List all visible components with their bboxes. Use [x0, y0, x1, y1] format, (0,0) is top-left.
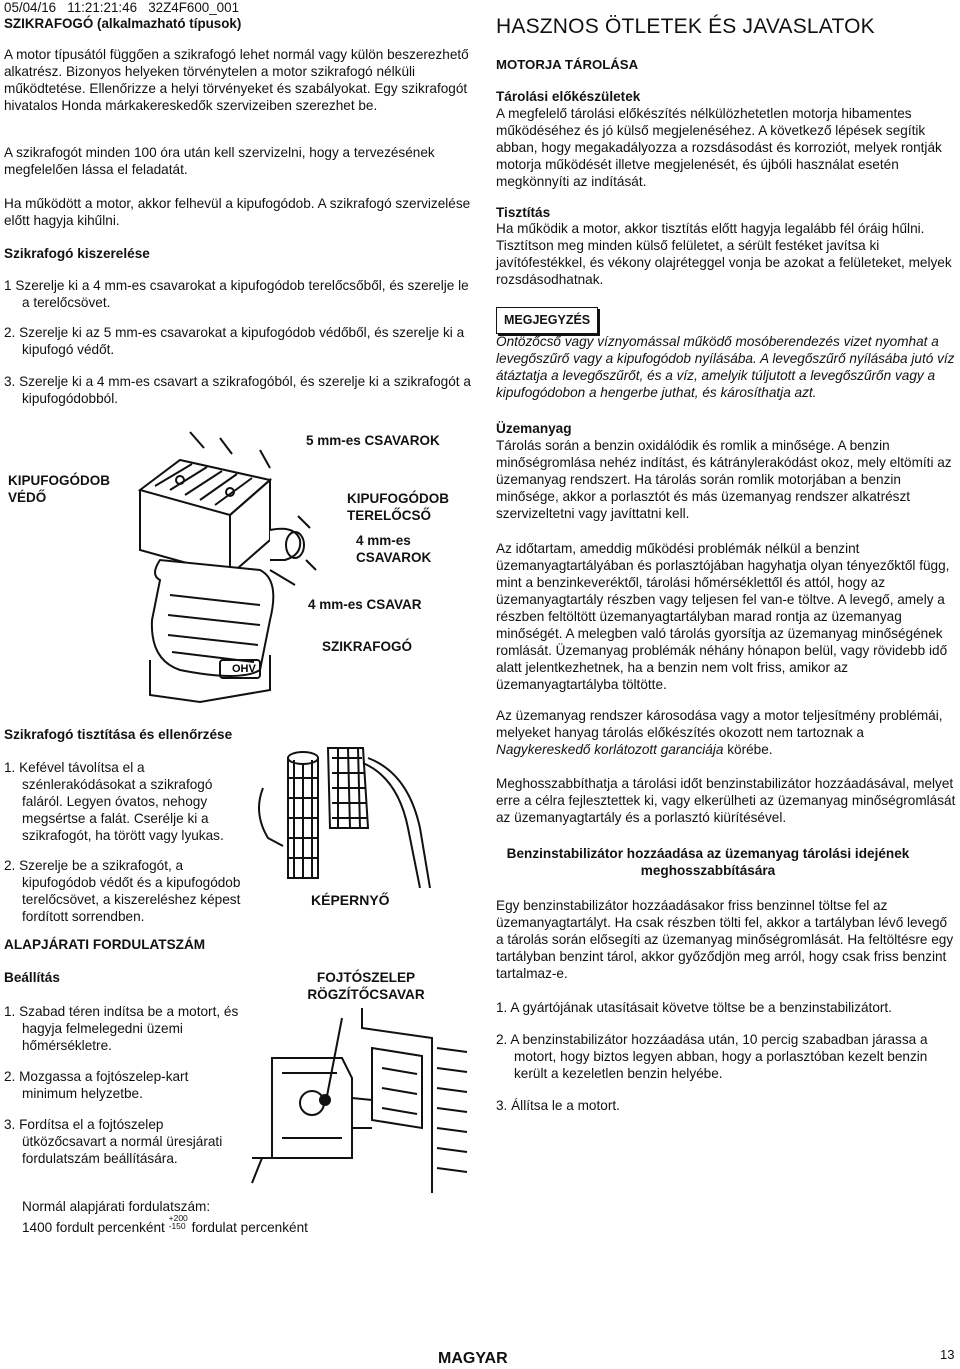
prep-paragraph: A megfelelő tárolási előkészítés nélkülözhetetlen motorja hibamentes működéséhez és jó külső megjelenéséhez. A következő lépések segítik abban, hogy megakadályozza a rozsdásodást és korroziót, melyek rontják motorja működését illetve megjelenését, és újbóli használat esetén megkönnyíti az indítását.	[496, 106, 942, 189]
page-number: 13	[940, 1347, 955, 1362]
print-header	[4, 0, 424, 32]
cleaning-step-1: 1. Kefével távolítsa el a szénlerakódásokat a szikrafogó faláról. Legyen óvatos, nehogy megsértse a falát. Cserélje ki a szikrafogót, ha törött vagy lyukas.	[4, 760, 224, 843]
removal-step-1: 1 Szerelje ki a 4 mm-es csavarokat a kipufogódob terelőcsőből, és szerelje le a terelőcsövet.	[4, 278, 469, 310]
label-spark-arrester: SZIKRAFOGÓ	[322, 639, 412, 654]
idle-speed-heading: ALAPJÁRATI FORDULATSZÁM	[4, 937, 206, 952]
warranty-text-b: körébe.	[723, 742, 773, 757]
service-paragraph: A szikrafogót minden 100 óra után kell szervizelni, hogy a tervezésének megfelelően lássa el feladatát.	[4, 145, 435, 177]
warranty-paragraph	[496, 707, 958, 758]
storage-heading: MOTORJA TÁROLÁSA	[496, 57, 639, 72]
removal-step-2: 2. Szerelje ki az 5 mm-es csavarokat a kipufogódob védőből, és szerelje ki a kipufogó védőt.	[4, 325, 465, 357]
footer-language: MAGYAR	[438, 1350, 508, 1367]
screen-brush-illustration	[258, 718, 433, 888]
idle-tolerance	[169, 1214, 188, 1230]
idle-tolerance-minus: -150	[168, 1221, 186, 1231]
normal-idle-unit: fordulat percenként	[191, 1220, 308, 1235]
label-throttle-stop-screw: FOJTÓSZELEP RÖGZÍTŐCSAVAR	[307, 970, 425, 1002]
engine-badge: OHV	[232, 663, 256, 675]
normal-idle-value: 1400 fordult percenként	[22, 1220, 165, 1235]
stabilizer-step-1: 1. A gyártójának utasításait követve töltse be a benzinstabilizátort.	[496, 1000, 892, 1015]
duration-paragraph: Az időtartam, ameddig működési problémák nélkül a benzint üzemanyagtartályában és porlasztójában hagyhatja olyan tényezőktől függ, mint a benzinkeveréktől, tárolási hőmérséklettől és attól, hogy az üzemanyagtartály részben vagy teljesen fel van-e töltve. A levegő, amely a részben feltöltött üzemanyagtartályban marad rontja az üzemanyag minőségét. A melegben való tárolás gyorsítja az üzemanyag minőségének romlását. Üzemanyag problémák néhány hónapon belül, vagy rövidebb idő alatt jelentkezhetnek, ha a benzin nem volt friss, amikor az üzemanyagtartályba töltötte.	[496, 541, 950, 692]
cleaning-storage-paragraph: Ha működik a motor, akkor tisztítás előtt hagyja legalább fél óráig hűlni. Tisztítson meg minden külső felületet, a sérült festéket javítsa ki javítófestékkel, és vékony olajréteggel vonja be azokat a felületeket, melyek rozsdásodhatnak.	[496, 221, 952, 287]
idle-step-2: 2. Mozgassa a fojtószelep-kart minimum helyzetbe.	[4, 1069, 189, 1101]
idle-tolerance-plus: +200	[168, 1213, 188, 1223]
removal-step-3: 3. Szerelje ki a 4 mm-es csavart a szikrafogóból, és szerelje ki a szikrafogót a kipufogódobból.	[4, 374, 471, 406]
note-badge: MEGJEGYZÉS	[496, 307, 598, 334]
idle-step-1: 1. Szabad téren indítsa be a motort, és hagyja felmelegedni üzemi hőmérsékletre.	[4, 1004, 239, 1053]
intro-paragraph: A motor típusától függően a szikrafogó lehet normál vagy külön beszerezhető alkatrész. Bizonyos helyeken törvénytelen a motor szikrafogó nélküli működtetése. Ellenőrizze a helyi törvényeket és szabályokat. Egy szikrafogót hivatalos Honda márkakereskedők szervizeiben szerezhet be.	[4, 47, 469, 113]
fuel-heading: Üzemanyag	[496, 421, 572, 436]
print-timestamp: 05/04/16 11:21:21:46 32Z4F600_001	[4, 0, 240, 15]
warranty-text-italic: Nagykereskedő korlátozott garanciája	[496, 742, 724, 757]
cleaning-heading: Szikrafogó tisztítása és ellenőrzése	[4, 727, 233, 742]
hot-warning-paragraph: Ha működött a motor, akkor felhevül a kipufogódob. A szikrafogó szervizelése előtt hagyja kihűlni.	[4, 196, 471, 228]
cleaning-storage-heading: Tisztítás	[496, 205, 551, 220]
note-paragraph: Öntözőcső vagy víznyomással működő mosóberendezés vizet nyomhat a levegőszűrő vagy a kipufogódob nyílásába. A levegőszűrő nyílásába jutó víz átáztatja a levegőszűrőt, és a víz, amelyik túljutott a levegőszűrőn vagy a kipufogódobon a hengerbe juthat, és károsíthatja azt.	[496, 334, 955, 400]
stabilizer-paragraph: Egy benzinstabilizátor hozzáadásakor friss benzinnel töltse fel az üzemanyagtartályt. Ha csak részben tölti fel, akkor a tartályban lévő levegő a tárolás során elősegíti az üzemanyag minőségromlását. Ha feltöltésre egy tartályban benzint tárol, akkor győződjön meg arról, hogy csak friss benzint tartalmaz-e.	[496, 898, 954, 981]
stabilizer-step-2: 2. A benzinstabilizátor hozzáadása után, 10 percig szabadban járassa a motort, hogy biztos legyen abban, hogy a porlasztóban kezelt benzin került a kezeletlen benzin helyébe.	[496, 1032, 928, 1081]
idle-step-3: 3. Fordítsa el a fojtószelep ütközőcsavart a normál üresjárati fordulatszám beállítására.	[4, 1117, 223, 1166]
cleaning-step-2: 2. Szerelje be a szikrafogót, a kipufogódob védőt és a kipufogódob terelőcsövet, a kiszereléshez képest fordított sorrendben.	[4, 858, 241, 924]
label-exhaust-deflector: KIPUFOGÓDOB TERELŐCSŐ	[347, 491, 450, 523]
normal-idle-line	[22, 1214, 352, 1236]
prep-heading: Tárolási előkészületek	[496, 89, 641, 104]
engine-exhaust-diagram	[120, 420, 320, 705]
normal-idle-label: Normál alapjárati fordulatszám:	[22, 1199, 211, 1214]
adjustment-heading: Beállítás	[4, 970, 60, 985]
extend-paragraph: Meghosszabbíthatja a tárolási időt benzinstabilizátor hozzáadásával, melyet erre a célra fejlesztettek ki, vagy elkerülheti az üzemanyag minőségromlását az üzemanyagtartály és a porlasztó kiürítésével.	[496, 776, 956, 825]
fuel-paragraph: Tárolás során a benzin oxidálódik és romlik a minősége. A benzin minőségromlása nehéz indítást, és kátránylerakódást okoz, mely eltömíti az üzemanyag rendszert. Ha tárolás során romlik motorjában a benzin minősége, akkor a porlasztót és más üzemanyag rendszer alkatrészt szervizeltetni vagy javíttatni kell.	[496, 438, 952, 521]
label-exhaust-guard: KIPUFOGÓDOB VÉDŐ	[8, 473, 111, 505]
stabilizer-heading: Benzinstabilizátor hozzáadása az üzemanyag tárolási idejének meghosszabbítására	[506, 846, 910, 878]
label-4mm-bolt: 4 mm-es CSAVAR	[308, 597, 422, 612]
label-4mm-bolts: 4 mm-es CSAVAROK	[356, 533, 432, 565]
label-screen: KÉPERNYŐ	[311, 892, 390, 908]
removal-heading: Szikrafogó kiszerelése	[4, 246, 150, 261]
label-5mm-bolts: 5 mm-es CSAVAROK	[306, 433, 440, 448]
stabilizer-step-3: 3. Állítsa le a motort.	[496, 1098, 620, 1113]
warranty-text-a: Az üzemanyag rendszer károsodása vagy a motor teljesítmény problémái, melyeket hanyag tárolás előkészítés okozott nem tartoznak a	[496, 708, 943, 740]
section-title: SZIKRAFOGÓ (alkalmazható típusok)	[4, 16, 242, 31]
carburetor-illustration	[232, 1008, 472, 1193]
main-title: HASZNOS ÖTLETEK ÉS JAVASLATOK	[496, 15, 875, 38]
